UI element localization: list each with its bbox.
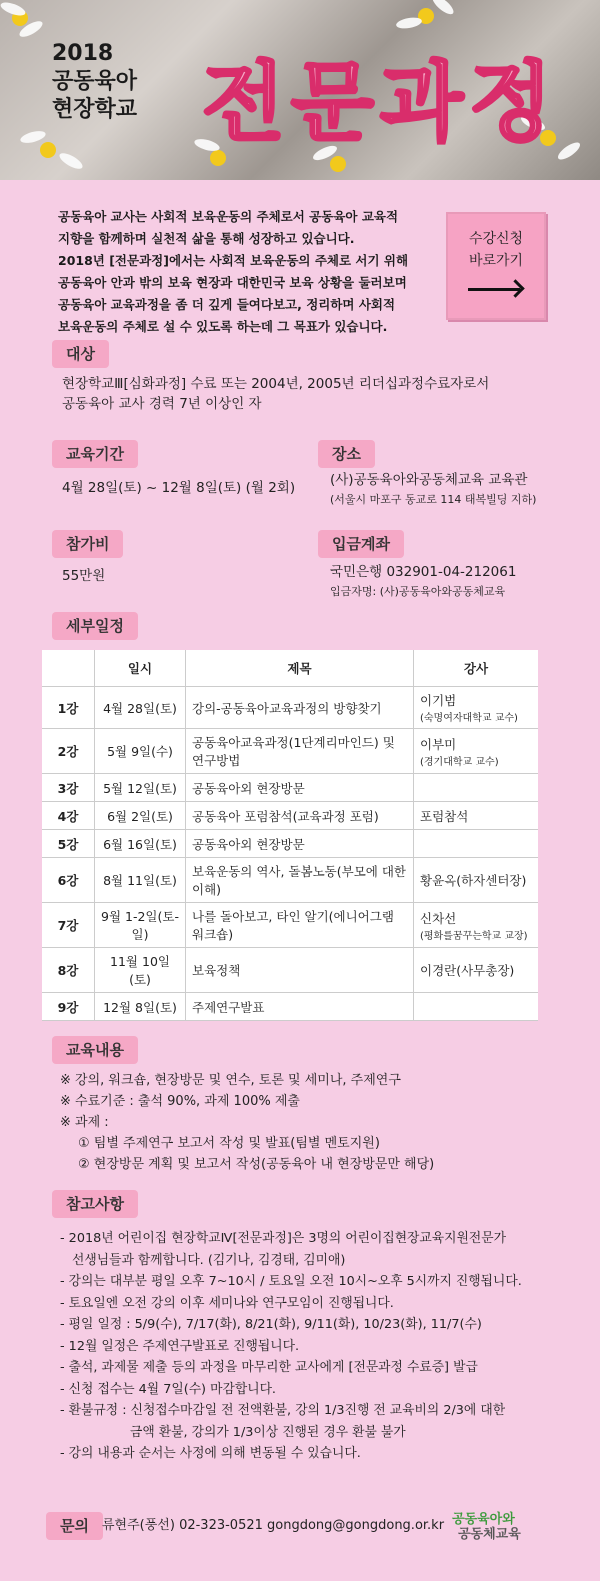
target-line2: 공동육아 교사 경력 7년 이상인 자	[62, 396, 262, 412]
session-number: 1강	[42, 687, 95, 729]
logo-line1: 공동육아와	[452, 1512, 515, 1527]
content-tag: 교육내용	[52, 1036, 138, 1064]
hero-line1: 공동육아	[52, 69, 138, 94]
session-date: 9월 1-2일(토-일)	[95, 903, 186, 948]
note-line: 금액 환불, 강의가 1/3이상 진행된 경우 환불 불가	[130, 1424, 406, 1440]
session-date: 6월 16일(토)	[95, 830, 186, 858]
session-instructor	[414, 774, 539, 802]
logo-line2: 공동체교육	[458, 1527, 521, 1542]
note-line: - 환불규정 : 신청접수마감일 전 전액환불, 강의 1/3진행 전 교육비의 2/3에 대한	[60, 1403, 506, 1418]
account-number: 국민은행 032901-04-212061	[330, 564, 517, 580]
account-tag: 입금계좌	[318, 530, 404, 558]
schedule-table	[42, 650, 538, 1021]
hero-banner	[0, 0, 600, 180]
session-title: 주제연구발표	[186, 993, 414, 1021]
target-tag: 대상	[52, 340, 109, 368]
session-number: 3강	[42, 774, 95, 802]
contact-text: 류현주(풍선) 02-323-0521 gongdong@gongdong.or.kr	[102, 1518, 445, 1533]
session-title: 공동육아외 현장방문	[186, 774, 414, 802]
instructor-affiliation: (평화를꿈꾸는학교 교장)	[420, 930, 528, 942]
note-line: 선생님들과 함께합니다. (김기나, 김경태, 김미애)	[72, 1252, 346, 1268]
place-address: (서울시 마포구 동교로 114 태복빌딩 지하)	[330, 493, 537, 506]
intro-paragraph	[58, 206, 458, 338]
session-date: 11월 10일(토)	[95, 948, 186, 993]
intro-line: 2018년 [전문과정]에서는 사회적 보육운동의 주체로 서기 위해	[58, 253, 409, 268]
apply-label-2: 바로가기	[468, 253, 524, 269]
instructor-name: 포럼참석	[420, 808, 469, 824]
hero-subtitle	[52, 40, 137, 124]
intro-line: 보육운동의 주체로 설 수 있도록 하는데 그 목표가 있습니다.	[58, 319, 388, 334]
table-row	[42, 802, 538, 830]
intro-line: 지향을 함께하며 실천적 삶을 통해 성장하고 있습니다.	[58, 231, 355, 246]
notes-tag: 참고사항	[52, 1190, 138, 1218]
session-date: 12월 8일(토)	[95, 993, 186, 1021]
session-instructor	[414, 830, 539, 858]
table-row	[42, 858, 538, 903]
arrow-right-icon	[468, 288, 520, 291]
instructor-affiliation: (숙명여자대학교 교수)	[420, 713, 518, 724]
account-holder: 입금자명: (사)공동육아와공동체교육	[330, 585, 506, 598]
period-text: 4월 28일(토) ~ 12월 8일(토) (월 2회)	[62, 480, 296, 496]
table-row	[42, 903, 538, 948]
hero-year: 2018	[52, 41, 114, 66]
place-name: (사)공동육아와공동체교육 교육관	[330, 472, 528, 488]
intro-line: 공동육아 교사는 사회적 보육운동의 주체로서 공동육아 교육적	[58, 209, 399, 224]
column-header	[42, 650, 95, 687]
session-date: 4월 28일(토)	[95, 687, 186, 729]
table-row	[42, 687, 538, 729]
note-line: - 토요일엔 오전 강의 이후 세미나와 연구모임이 진행됩니다.	[60, 1295, 394, 1311]
page-title-text: 전문과정	[201, 53, 559, 153]
session-title: 보육정책	[186, 948, 414, 993]
session-instructor	[414, 687, 539, 729]
period-tag: 교육기간	[52, 440, 138, 468]
content-line: ※ 수료기준 : 출석 90%, 과제 100% 제출	[60, 1094, 300, 1109]
session-title: 공동육아교육과정(1단계리마인드) 및 연구방법	[186, 729, 414, 774]
session-number: 5강	[42, 830, 95, 858]
instructor-name: 이경란(사무총장)	[420, 963, 515, 978]
notes-list	[60, 1228, 560, 1465]
org-logo	[452, 1512, 521, 1542]
session-title: 공동육아외 현장방문	[186, 830, 414, 858]
table-row	[42, 774, 538, 802]
session-date: 5월 9일(수)	[95, 729, 186, 774]
session-instructor	[414, 993, 539, 1021]
session-instructor	[414, 858, 539, 903]
session-number: 7강	[42, 903, 95, 948]
place-tag: 장소	[318, 440, 375, 468]
session-title: 공동육아 포럼참석(교육과정 포럼)	[186, 802, 414, 830]
session-date: 8월 11일(토)	[95, 858, 186, 903]
content-line: ※ 강의, 워크숍, 현장방문 및 연수, 토론 및 세미나, 주제연구	[60, 1073, 401, 1088]
target-text	[62, 374, 489, 414]
note-line: - 평일 일정 : 5/9(수), 7/17(화), 8/21(화), 9/11(화), 10/23(화), 11/7(수)	[60, 1317, 482, 1332]
contact-tag: 문의	[46, 1512, 103, 1540]
table-header-row	[42, 650, 538, 687]
instructor-name: 이부미	[420, 736, 457, 752]
hero-line2: 현장학교	[52, 97, 138, 122]
apply-button[interactable]	[446, 212, 546, 320]
table-row	[42, 948, 538, 993]
table-row	[42, 729, 538, 774]
note-line: - 12월 일정은 주제연구발표로 진행됩니다.	[60, 1338, 300, 1354]
place-text	[330, 470, 536, 510]
column-header: 강사	[414, 650, 539, 687]
instructor-name: 신차선	[420, 910, 457, 926]
table-row	[42, 993, 538, 1021]
session-number: 2강	[42, 729, 95, 774]
note-line: - 2018년 어린이집 현장학교Ⅳ[전문과정]은 3명의 어린이집현장교육지원전문가	[60, 1231, 506, 1246]
session-number: 6강	[42, 858, 95, 903]
content-line: ※ 과제 :	[60, 1115, 109, 1130]
session-instructor	[414, 802, 539, 830]
session-instructor	[414, 729, 539, 774]
column-header: 일시	[95, 650, 186, 687]
instructor-name: 이기범	[420, 693, 457, 708]
session-title: 강의-공동육아교육과정의 방향찾기	[186, 687, 414, 729]
target-line1: 현장학교Ⅲ[심화과정] 수료 또는 2004년, 2005년 리더십과정수료자로서	[62, 376, 490, 392]
instructor-affiliation: (경기대학교 교수)	[420, 756, 499, 768]
content-line: ② 현장방문 계획 및 보고서 작성(공동육아 내 현장방문만 해당)	[78, 1157, 435, 1172]
note-line: - 강의 내용과 순서는 사정에 의해 변동될 수 있습니다.	[60, 1446, 361, 1461]
apply-label-1: 수강신청	[468, 231, 524, 247]
note-line: - 강의는 대부분 평일 오후 7~10시 / 토요일 오전 10시~오후 5시까지 진행됩니다.	[60, 1274, 522, 1289]
session-number: 9강	[42, 993, 95, 1021]
session-number: 4강	[42, 802, 95, 830]
session-number: 8강	[42, 948, 95, 993]
session-instructor	[414, 903, 539, 948]
schedule-tag: 세부일정	[52, 612, 138, 640]
session-title: 보육운동의 역사, 돌봄노동(부모에 대한 이해)	[186, 858, 414, 903]
session-instructor	[414, 948, 539, 993]
fee-text: 55만원	[62, 568, 106, 584]
session-date: 6월 2일(토)	[95, 802, 186, 830]
fee-tag: 참가비	[52, 530, 123, 558]
intro-line: 공동육아 교육과정을 좀 더 깊게 들여다보고, 정리하며 사회적	[58, 297, 396, 312]
note-line: - 출석, 과제물 제출 등의 과정을 마무리한 교사에게 [전문과정 수료증] 발급	[60, 1360, 478, 1375]
page-title	[180, 40, 580, 153]
session-title: 나를 돌아보고, 타인 알기(에니어그램 워크숍)	[186, 903, 414, 948]
table-row	[42, 830, 538, 858]
content-line: ① 팀별 주제연구 보고서 작성 및 발표(팀별 멘토지원)	[78, 1136, 380, 1151]
content-list	[60, 1070, 434, 1175]
note-line: - 신청 접수는 4월 7일(수) 마감합니다.	[60, 1381, 276, 1397]
column-header: 제목	[186, 650, 414, 687]
session-date: 5월 12일(토)	[95, 774, 186, 802]
account-text	[330, 562, 516, 602]
instructor-name: 황윤옥(하자센터장)	[420, 873, 527, 888]
intro-line: 공동육아 안과 밖의 보육 현장과 대한민국 보육 상황을 둘러보며	[58, 275, 407, 290]
